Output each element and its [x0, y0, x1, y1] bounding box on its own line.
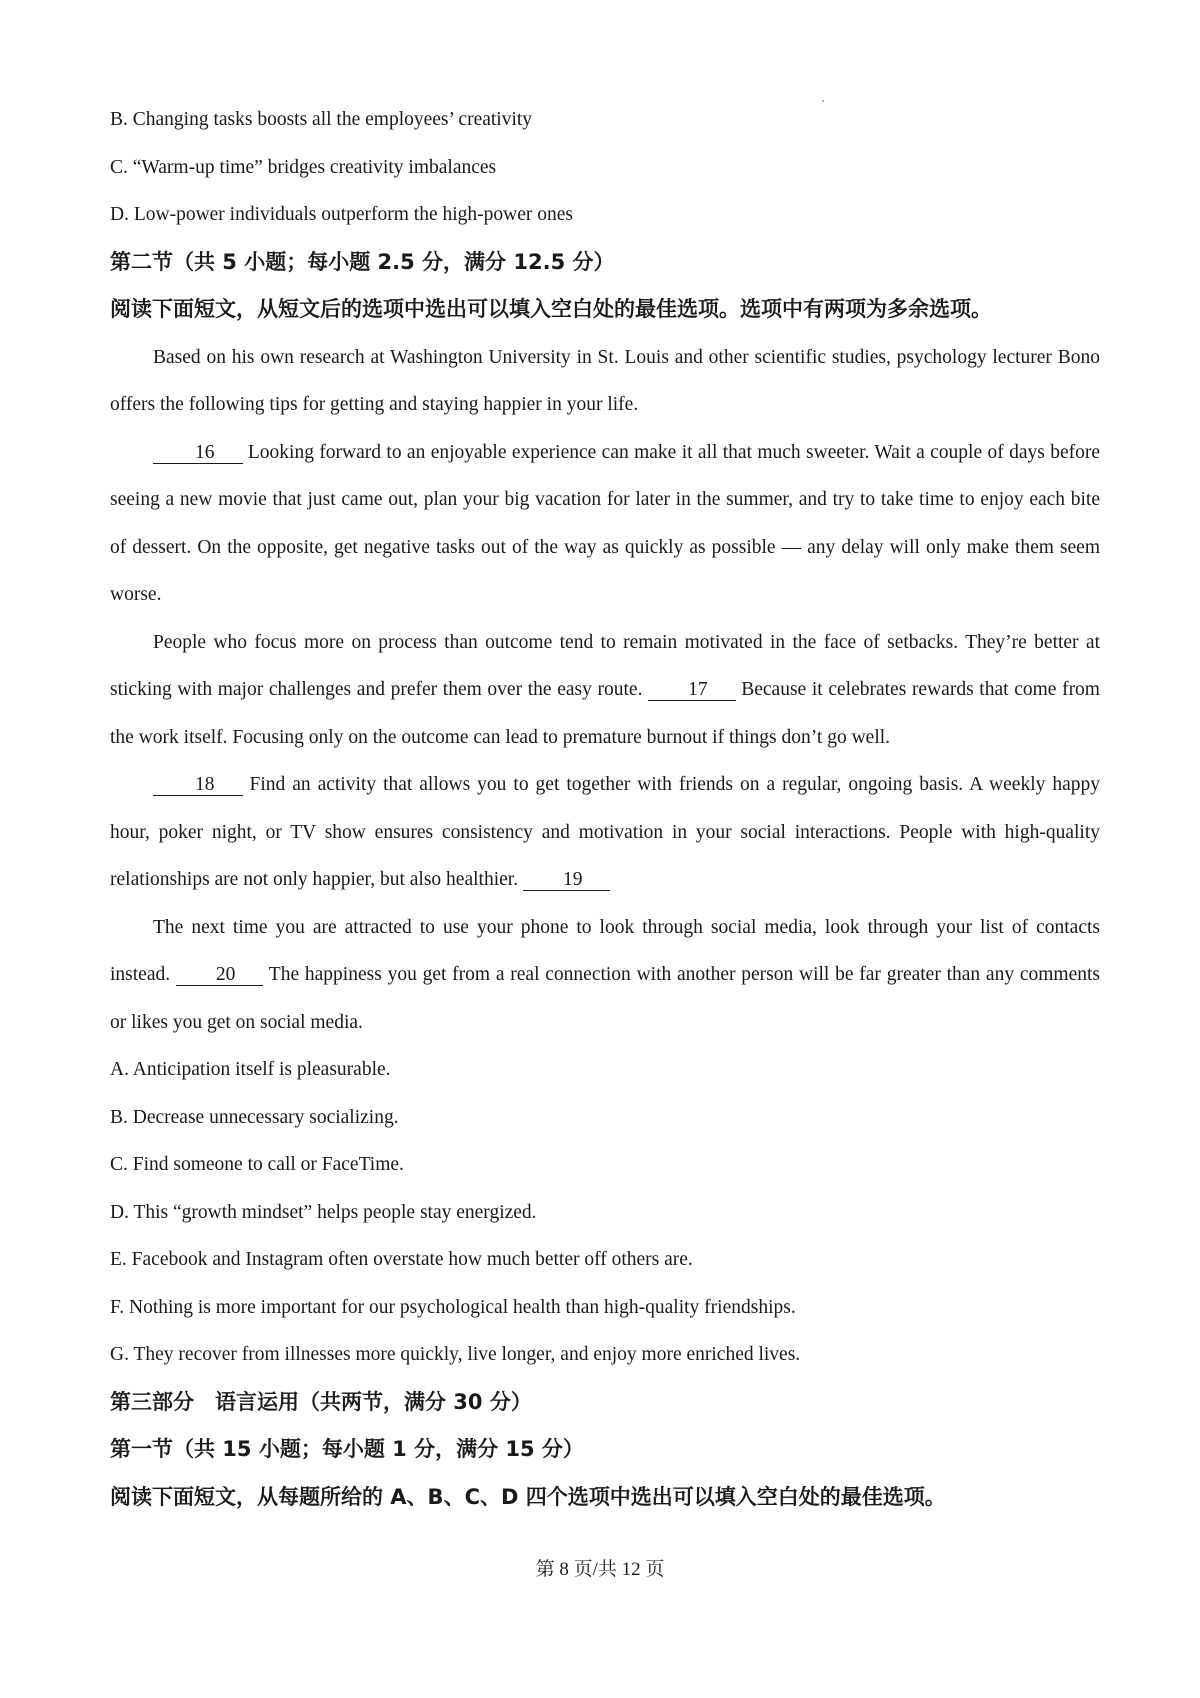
blank-16: 16: [153, 443, 243, 464]
paragraph-5-text-before: The next time you are attracted to use your phone to look through social media, look through your list of contacts instead.: [110, 916, 1100, 985]
part3-heading: 第三部分 语言运用（共两节，满分 30 分）: [110, 1389, 532, 1414]
prev-option-d: D. Low-power individuals outperform the high-power ones: [110, 204, 574, 225]
option-a: A. Anticipation itself is pleasurable.: [110, 1059, 391, 1080]
passage-paragraph-2: [110, 429, 1100, 619]
option-g: G. They recover from illnesses more quickly, live longer, and enjoy more enriched lives.: [110, 1344, 801, 1365]
page-content: [110, 96, 1100, 1521]
passage-paragraph-5: [110, 904, 1100, 1047]
passage-paragraph-4: [110, 761, 1100, 904]
blank-20: 20: [176, 965, 264, 986]
blank-19: 19: [523, 870, 611, 891]
blank-18: 18: [153, 775, 243, 796]
passage-paragraph-3: [110, 619, 1100, 762]
section2-heading: 第二节（共 5 小题；每小题 2.5 分，满分 12.5 分）: [110, 249, 615, 274]
prev-option-b: B. Changing tasks boosts all the employees’ creativity: [110, 109, 533, 130]
section2-instruction: 阅读下面短文，从短文后的选项中选出可以填入空白处的最佳选项。选项中有两项为多余选项。: [110, 297, 992, 321]
part3-instruction: 阅读下面短文，从每题所给的 A、B、C、D 四个选项中选出可以填入空白处的最佳选项。: [110, 1484, 946, 1509]
prev-option-c: C. “Warm-up time” bridges creativity imbalances: [110, 156, 497, 178]
option-d: D. This “growth mindset” helps people stay energized.: [110, 1201, 537, 1223]
option-f: F. Nothing is more important for our psychological health than high-quality friendships.: [110, 1296, 796, 1318]
option-c: C. Find someone to call or FaceTime.: [110, 1154, 404, 1175]
page-footer: 第 8 页/共 12 页: [535, 1559, 665, 1580]
option-e: E. Facebook and Instagram often overstate how much better off others are.: [110, 1249, 693, 1270]
passage-paragraph-1: Based on his own research at Washington University in St. Louis and other scientific studies, psychology lecturer Bono offers the following tips for getting and staying happier in your life.: [110, 346, 1100, 415]
paragraph-4-text: Find an activity that allows you to get together with friends on a regular, ongoing basis. A weekly happy hour, poker night, or TV show ensures consistency and motivation in your social interactions. People with high-quality relationships are not only happier, but also healthier.: [110, 774, 1100, 890]
paragraph-3-text-before: People who focus more on process than outcome tend to remain motivated in the face of setbacks. They’re better at sticking with major challenges and prefer them over the easy route.: [110, 631, 1100, 700]
option-b: B. Decrease unnecessary socializing.: [110, 1106, 399, 1128]
paragraph-5-text-after: The happiness you get from a real connection with another person will be far greater than any comments or likes you get on social media.: [110, 964, 1100, 1033]
part3-section1-heading: 第一节（共 15 小题；每小题 1 分，满分 15 分）: [110, 1437, 584, 1461]
blank-17: 17: [648, 680, 736, 701]
paragraph-2-text: Looking forward to an enjoyable experience can make it all that much sweeter. Wait a couple of days before seeing a new movie that just came out, plan your big vacation for later in the summer, and try to take time to enjoy each bite of dessert. On the opposite, get negative tasks out of the way as quickly as possible — any delay will only make them seem worse.: [110, 441, 1100, 605]
paragraph-3-text-after: Because it celebrates rewards that come from the work itself. Focusing only on the outcome can lead to premature burnout if things don’t go well.: [110, 679, 1100, 748]
